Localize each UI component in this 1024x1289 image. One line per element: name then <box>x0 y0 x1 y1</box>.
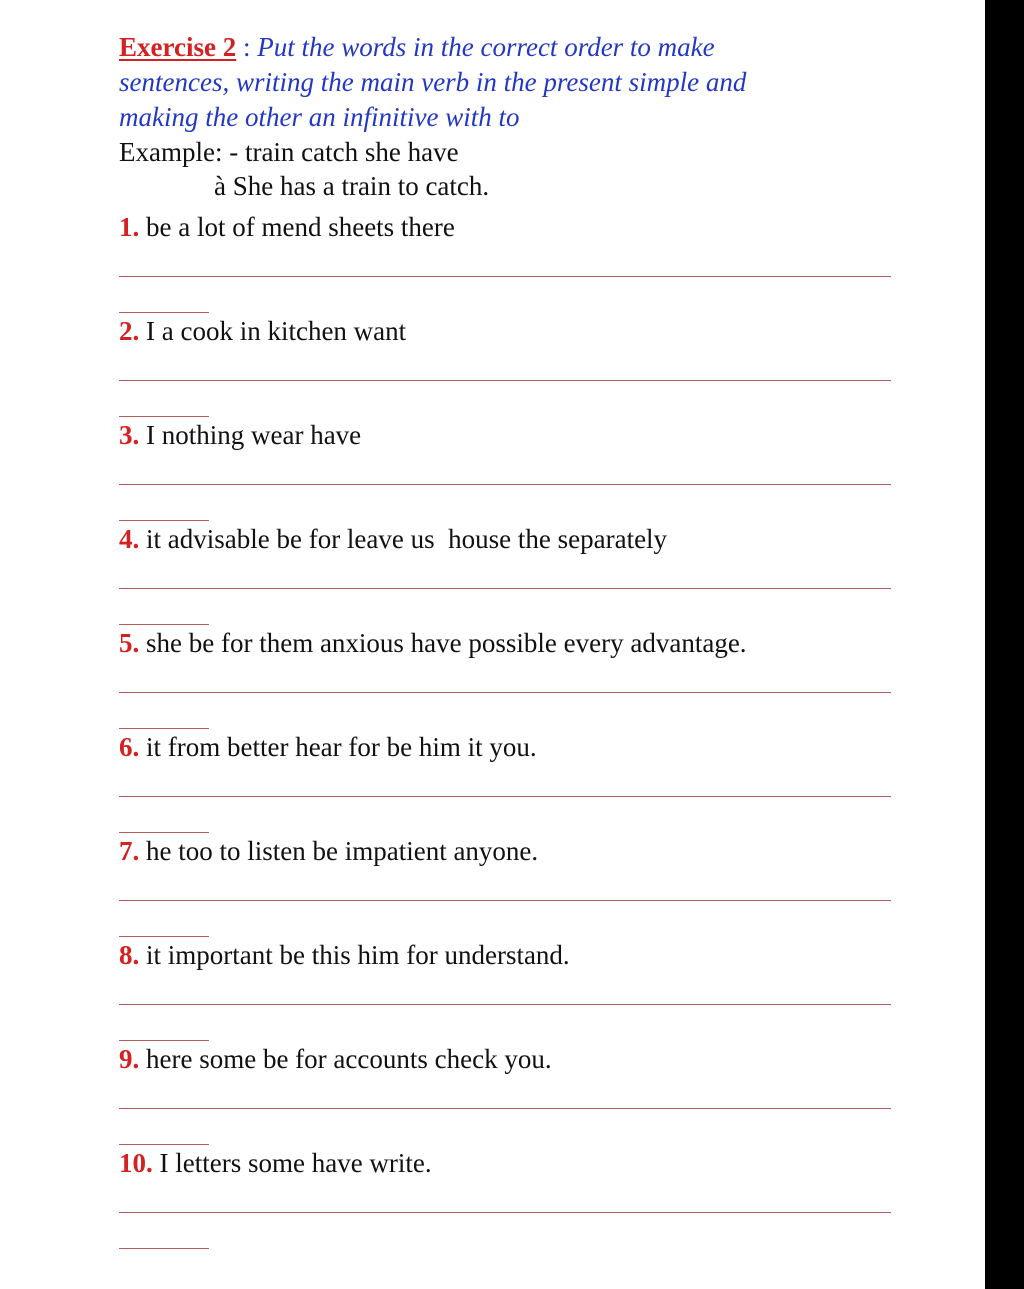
question-number: 3. <box>119 420 140 450</box>
question-7 <box>119 834 909 868</box>
question-text: it from better hear for be him it you. <box>139 732 537 762</box>
question-1 <box>119 210 909 244</box>
question-text: I a cook in kitchen want <box>139 316 407 346</box>
answer-line-continuation[interactable] <box>119 1144 209 1145</box>
exercise-colon: : <box>236 32 258 62</box>
answer-line[interactable] <box>119 692 891 693</box>
question-number: 4. <box>119 524 140 554</box>
question-10 <box>119 1146 909 1180</box>
question-number: 8. <box>119 940 140 970</box>
answer-line[interactable] <box>119 1212 891 1213</box>
question-number: 1. <box>119 212 140 242</box>
question-text: be a lot of mend sheets there <box>139 212 455 242</box>
exercise-instructions <box>119 30 919 135</box>
answer-line-continuation[interactable] <box>119 832 209 833</box>
answer-line[interactable] <box>119 484 891 485</box>
question-4 <box>119 522 909 556</box>
question-text: it advisable be for leave us house the separately <box>139 524 668 554</box>
answer-line-continuation[interactable] <box>119 624 209 625</box>
answer-line-continuation[interactable] <box>119 1248 209 1249</box>
question-text: I letters some have write. <box>152 1148 432 1178</box>
answer-line[interactable] <box>119 1108 891 1109</box>
question-9 <box>119 1042 909 1076</box>
answer-line-continuation[interactable] <box>119 416 209 417</box>
question-5 <box>119 626 909 660</box>
example-prompt: Example: - train catch she have <box>119 137 459 167</box>
answer-line[interactable] <box>119 796 891 797</box>
question-text: it important be this him for understand. <box>139 940 570 970</box>
screen-edge-bar <box>985 0 1024 1289</box>
example-answer-line <box>214 169 919 203</box>
question-number: 9. <box>119 1044 140 1074</box>
question-number: 5. <box>119 628 140 658</box>
answer-line[interactable] <box>119 380 891 381</box>
instruction-line-2: sentences, writing the main verb in the present simple and <box>119 67 747 97</box>
question-2 <box>119 314 909 348</box>
question-number: 6. <box>119 732 140 762</box>
question-text: she be for them anxious have possible every advantage. <box>139 628 747 658</box>
question-number: 7. <box>119 836 140 866</box>
answer-line[interactable] <box>119 276 891 277</box>
example-answer: She has a train to catch. <box>225 171 490 201</box>
answer-line[interactable] <box>119 588 891 589</box>
exercise-title: Exercise 2 <box>119 32 237 62</box>
answer-line[interactable] <box>119 1004 891 1005</box>
question-text: I nothing wear have <box>139 420 362 450</box>
question-6 <box>119 730 909 764</box>
answer-line[interactable] <box>119 900 891 901</box>
answer-line-continuation[interactable] <box>119 520 209 521</box>
question-text: here some be for accounts check you. <box>139 1044 552 1074</box>
instruction-line-1: Put the words in the correct order to make <box>257 32 715 62</box>
answer-line-continuation[interactable] <box>119 728 209 729</box>
question-text: he too to listen be impatient anyone. <box>139 836 539 866</box>
answer-arrow: à <box>214 171 226 201</box>
instruction-line-3: making the other an infinitive with to <box>119 102 520 132</box>
question-number: 10. <box>119 1148 153 1178</box>
question-3 <box>119 418 909 452</box>
exercise-header <box>119 30 919 203</box>
question-8 <box>119 938 909 972</box>
answer-line-continuation[interactable] <box>119 936 209 937</box>
answer-line-continuation[interactable] <box>119 1040 209 1041</box>
answer-line-continuation[interactable] <box>119 312 209 313</box>
question-number: 2. <box>119 316 140 346</box>
